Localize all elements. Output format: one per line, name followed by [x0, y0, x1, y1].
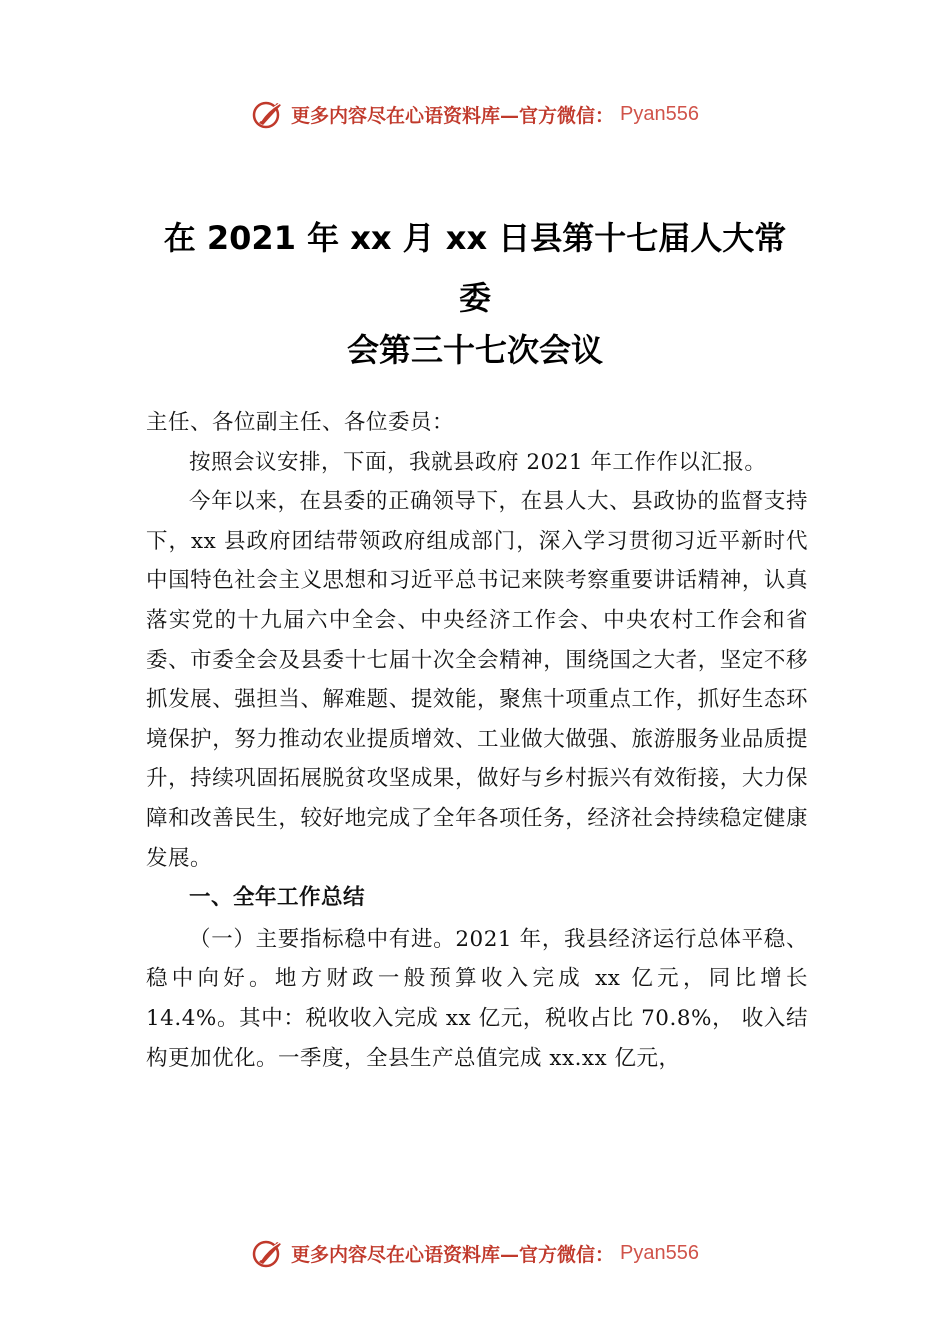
paragraph-2: 今年以来，在县委的正确领导下，在县人大、县政协的监督支持下，xx 县政府团结带领政府组成部门，深入学习贯彻习近平新时代中国特色社会主义思想和习近平总书记来陕考察重要讲话精神，认真落实党的十九届六中全会、中央经济工作会、中央农村工作会和省委、市委全会及县委十七届十次全会精神，围绕国之大者，坚定不移抓发展、强担当、解难题、提效能，聚焦十项重点工作，抓好生态环境保护，努力推动农业提质增效、工业做大做强、旅游服务业品质提升，持续巩固拓展脱贫攻坚成果，做好与乡村振兴有效衔接，大力保障和改善民生，较好地完成了全年各项任务，经济社会持续稳定健康发展。 — [146, 489, 808, 871]
paragraph-1: 按照会议安排，下面，我就县政府 2021 年工作作以汇报。 — [189, 449, 767, 475]
header-banner — [0, 94, 950, 134]
document-body — [146, 403, 808, 1078]
salutation: 主任、各位副主任、各位委员： — [146, 410, 455, 435]
section-paragraph: （一）主要指标稳中有进。2021 年，我县经济运行总体平稳、稳中向好。地方财政一般预算收入完成 xx 亿元，同比增长 14.4%。其中：税收收入完成 xx 亿元，税收占比 70.8%， 收入结构更加优化。一季度，全县生产总值完成 xx.xx 亿元， — [146, 926, 808, 1071]
banner-text: 更多内容尽在心语资料库—官方微信： — [291, 104, 615, 127]
banner-wechat-id: Pyan556 — [620, 1241, 699, 1264]
document-title-line-3: 会第三十七次会议 — [346, 331, 603, 369]
section-heading: 一、全年工作总结 — [189, 885, 366, 911]
document-title-line-2: 委 — [458, 279, 491, 317]
document-title-line-1: 在 2021 年 xx 月 xx 日县第十七届人大常 — [163, 219, 787, 257]
quill-logo-icon — [251, 1236, 285, 1270]
footer-banner — [0, 1233, 950, 1273]
banner-text: 更多内容尽在心语资料库—官方微信： — [291, 1243, 615, 1266]
quill-logo-icon — [251, 97, 285, 131]
banner-wechat-id: Pyan556 — [620, 102, 699, 125]
